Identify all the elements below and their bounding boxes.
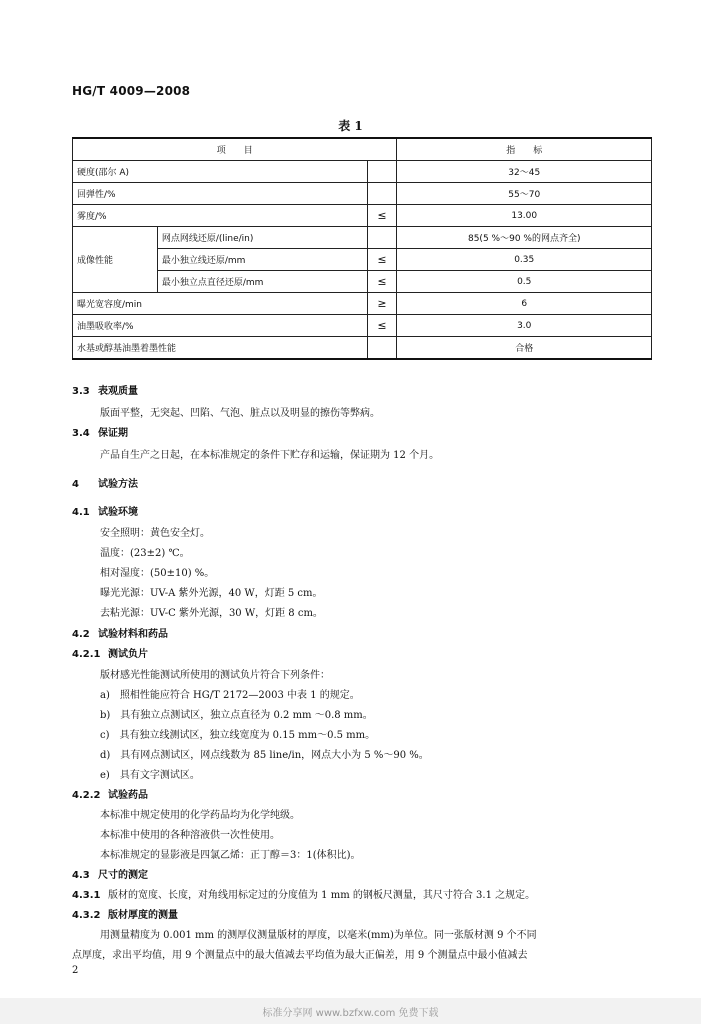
table-row [73, 249, 652, 271]
row-sym [367, 337, 397, 360]
row-value: 0.5 [397, 271, 652, 293]
paragraph: 安全照明：黄色安全灯。 [100, 528, 210, 539]
row-sym: ≤ [367, 205, 397, 227]
paragraph: 产品自生产之日起，在本标准规定的条件下贮存和运输，保证期为 12 个月。 [100, 450, 440, 461]
col-header-value: 指 标 [397, 138, 652, 161]
row-item: 最小独立线还原/mm [157, 249, 367, 271]
row-sym [367, 183, 397, 205]
row-value: 合格 [397, 337, 652, 360]
section-heading: 4.2.2 试验药品 [72, 790, 148, 801]
row-sym [367, 161, 397, 183]
row-item: 油墨吸收率/% [73, 315, 368, 337]
row-value: 13.00 [397, 205, 652, 227]
paragraph: 点厚度，求出平均值，用 9 个测量点中的最大值减去平均值为最大正偏差，用 9 个测量点中最小值减去 [72, 950, 528, 961]
section-heading: 4.2 试验材料和药品 [72, 629, 168, 640]
table-row [73, 227, 652, 249]
footer-watermark: 标准分享网 www.bzfxw.com 免费下载 [262, 1008, 439, 1019]
paragraph: 去粘光源：UV-C 紫外光源，30 W，灯距 8 cm。 [100, 608, 323, 619]
paragraph: 温度：(23±2) ℃。 [100, 548, 190, 559]
table-row [73, 161, 652, 183]
table-row [73, 271, 652, 293]
table-row [73, 293, 652, 315]
section-heading: 3.4 保证期 [72, 428, 128, 439]
row-value: 3.0 [397, 315, 652, 337]
section-heading: 4.3 尺寸的测定 [72, 870, 148, 881]
row-item: 雾度/% [73, 205, 368, 227]
col-header-item: 项 目 [73, 138, 397, 161]
section-heading: 4 试验方法 [72, 479, 138, 490]
paragraph: 本标准规定的显影液是四氯乙烯：正丁醇＝3：1(体积比)。 [100, 850, 361, 861]
table-row [73, 315, 652, 337]
paragraph: 曝光光源：UV-A 紫外光源，40 W，灯距 5 cm。 [100, 588, 323, 599]
row-item: 最小独立点直径还原/mm [157, 271, 367, 293]
row-value: 6 [397, 293, 652, 315]
row-item: 曝光宽容度/min [73, 293, 368, 315]
spec-table [72, 137, 652, 360]
section-heading: 4.2.1 测试负片 [72, 649, 148, 660]
paragraph: 本标准中使用的各种溶液供一次性使用。 [100, 830, 280, 841]
list-item: e) 具有文字测试区。 [100, 770, 200, 781]
row-value: 55～70 [397, 183, 652, 205]
paragraph: 版面平整，无突起、凹陷、气泡、脏点以及明显的擦伤等弊病。 [100, 408, 380, 419]
row-sym: ≤ [367, 249, 397, 271]
table-row [73, 183, 652, 205]
section-heading: 4.1 试验环境 [72, 507, 138, 518]
section-heading: 4.3.2 版材厚度的测量 [72, 910, 178, 921]
table-row [73, 337, 652, 360]
list-item: b) 具有独立点测试区，独立点直径为 0.2 mm ～0.8 mm。 [100, 710, 373, 721]
group-label-imaging: 成像性能 [73, 227, 158, 293]
list-item: c) 具有独立线测试区，独立线宽度为 0.15 mm～0.5 mm。 [100, 730, 376, 741]
standard-code: HG/T 4009—2008 [72, 84, 191, 98]
list-item: a) 照相性能应符合 HG/T 2172—2003 中表 1 的规定。 [100, 690, 360, 701]
paragraph: 版材感光性能测试所使用的测试负片符合下列条件： [100, 670, 330, 681]
table-row [73, 205, 652, 227]
paragraph: 本标准中规定使用的化学药品均为化学纯级。 [100, 810, 300, 821]
list-item: d) 具有网点测试区，网点线数为 85 line/in，网点大小为 5 %～90 %。 [100, 750, 429, 761]
paragraph: 相对湿度：(50±10) %。 [100, 568, 215, 579]
paragraph: 4.3.1 版材的宽度、长度，对角线用标定过的分度值为 1 mm 的钢板尺测量，其尺寸符合 3.1 之规定。 [72, 890, 536, 901]
table-header-row [73, 138, 652, 161]
page-number: 2 [72, 965, 79, 976]
row-item: 回弹性/% [73, 183, 368, 205]
section-heading: 3.3 表观质量 [72, 386, 138, 397]
row-value: 32～45 [397, 161, 652, 183]
table-title: 表 1 [338, 119, 363, 133]
paragraph: 用测量精度为 0.001 mm 的测厚仪测量版材的厚度，以毫米(mm)为单位。同一张版材测 9 个不同 [100, 930, 537, 941]
row-sym [367, 227, 397, 249]
row-item: 硬度(邵尔 A) [73, 161, 368, 183]
row-sym: ≤ [367, 271, 397, 293]
row-sym: ≤ [367, 315, 397, 337]
row-item: 水基或醇基油墨着墨性能 [73, 337, 368, 360]
row-sym: ≥ [367, 293, 397, 315]
row-item: 网点网线还原/(line/in) [157, 227, 367, 249]
row-value: 0.35 [397, 249, 652, 271]
row-value: 85(5 %～90 %的网点齐全) [397, 227, 652, 249]
